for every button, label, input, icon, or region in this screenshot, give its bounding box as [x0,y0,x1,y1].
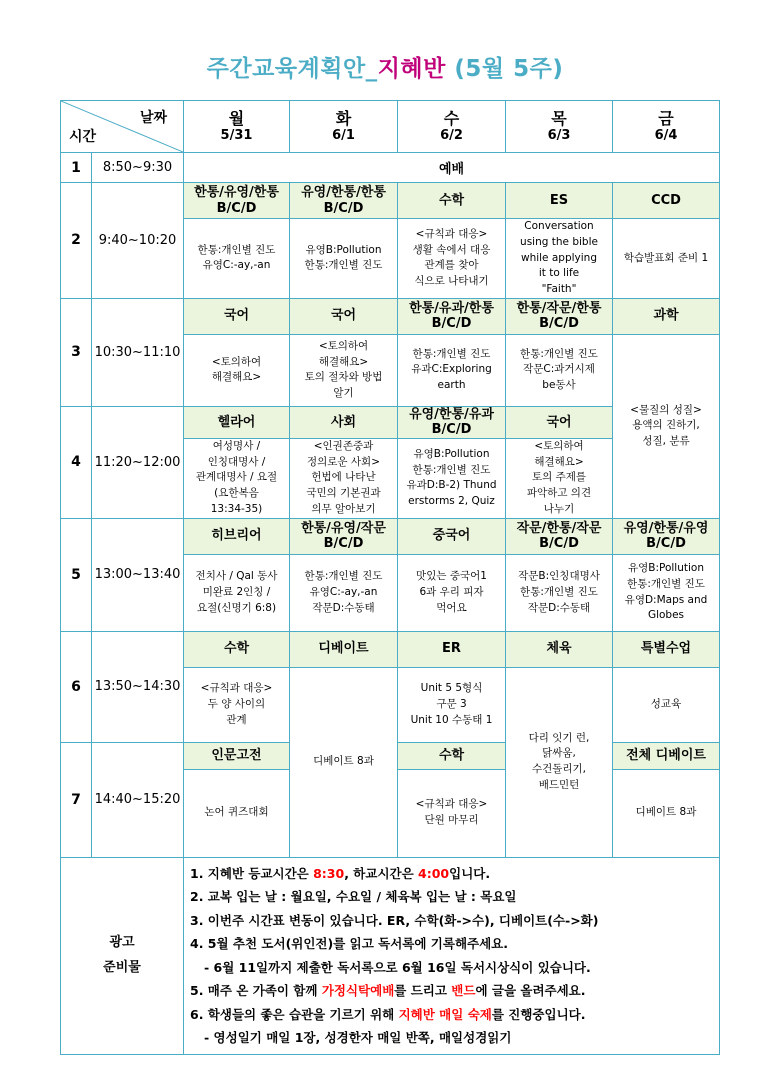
text-line: 작문D:수동태 [527,601,591,614]
text-line: ES [549,192,569,208]
subject-cell [398,742,506,769]
period-time: 10:30~11:10 [92,298,184,406]
text-line: 디베이트 8과 [635,806,697,819]
subject-cell [613,518,720,554]
text-line: 과학 [653,308,679,324]
content-cell [613,769,720,857]
notice-item: 4. 5월 추천 도서(위인전)를 읽고 독서록에 기록해주세요. [190,936,509,952]
text-line: 작문/한통/작문 [516,520,602,536]
text-line: 한통:개인별 진도 [412,463,491,476]
text-line: B/C/D [539,316,579,332]
schedule-table [60,100,720,1055]
subject-cell [506,298,613,334]
subject-cell [184,631,290,667]
text-line: earth [437,379,466,392]
text-line: 수학 [438,747,465,763]
text-line: 유영C:-ay,-an [309,585,378,598]
text-line: 한통:개인별 진도 [627,577,705,590]
text-line: 여성명사 / [212,439,261,452]
text-line: Conversation [524,220,594,232]
text-line: 성질, 분류 [642,435,690,448]
content-cell [398,438,506,518]
header-row [61,101,720,153]
content-cell [184,219,290,299]
period-number: 2 [61,183,92,299]
content-cell [506,667,613,857]
text-line: <규칙과 대응> [200,682,273,695]
text-line: 토의 절차와 방법 [304,371,383,384]
text-line: 토의 주제를 [531,471,587,484]
content-cell [398,334,506,406]
subject-cell [290,631,398,667]
content-cell [184,769,290,857]
text-line: 의무 알아보기 [311,502,376,515]
notice-item: 3. 이번주 시간표 변동이 있습니다. ER, 수학(화->수), 디베이트(수->화) [190,912,599,928]
text-line: 체육 [546,641,572,657]
text-line: 성교육 [650,697,682,710]
text-line: 국어 [330,308,357,324]
content-cell [506,554,613,631]
text-line: 정의로운 사회> [307,455,380,468]
text-line: 작문B:인칭대명사 [518,570,600,583]
text-line: 먹어요 [436,601,467,614]
text-line: 유영/한통/유영 [623,520,709,536]
text-line: 국어 [223,308,250,324]
text-line: 한통/작문/한통 [516,300,602,316]
subject-cell [184,298,290,334]
text-line: <인권존중과 [313,439,374,452]
period-time: 9:40~10:20 [92,183,184,299]
text-line: 준비물 [103,959,141,975]
text-line: 유영B:Pollution [305,243,382,256]
text-line: 유영C:-ay,-an [202,259,271,272]
content-cell [506,219,613,299]
content-cell [398,554,506,631]
text-line: CCD [651,192,681,208]
content-cell [290,334,398,406]
text-line: 6과 우리 피자 [419,585,484,598]
text-line: 다리 잇기 런, [528,731,590,744]
text-line: 작문C:과거시제 [523,363,595,376]
notice-item: 5. 매주 온 가족이 함께 가정식탁예배를 드리고 밴드에 글을 올려주세요. [190,983,586,999]
period-time: 13:50~14:30 [92,631,184,742]
text-line: (요한복음 [214,487,259,500]
text-line: 히브리어 [211,528,262,544]
text-line: 해결해요> [318,355,369,368]
text-line: 해결해요> [211,371,262,384]
text-line: 전치사 / Qal 동사 [195,570,278,583]
text-line: B/C/D [539,536,579,552]
text-line: <토의하여 [318,339,369,352]
content-cell [290,667,398,857]
content-cell [613,554,720,631]
period-time: 14:40~15:20 [92,742,184,857]
day-header-fri: 금 6/4 [613,101,720,153]
content-cell [506,438,613,518]
text-line: 두 양 사이의 [207,697,266,710]
text-line: 용액의 진하기, [632,419,700,432]
date-label: 날짜 [139,110,167,126]
subject-cell [184,518,290,554]
text-line: 헌법에 나타난 [311,471,376,484]
notice-item: 6. 학생들의 좋은 습관을 기르기 위해 지혜반 매일 숙제를 진행중입니다. [190,1006,586,1022]
text-line: 헬라어 [217,414,256,430]
subject-cell [184,183,290,219]
notice-label [61,857,184,1054]
subject-cell [398,518,506,554]
page-title: 주간교육계획안_지혜반 (5월 5주) [206,56,564,82]
subject-cell [398,406,506,438]
period-number: 1 [61,153,92,183]
text-line: "Faith" [541,283,577,295]
subject-cell [290,298,398,334]
text-line: 사회 [330,414,357,430]
content-cell [290,554,398,631]
subject-cell [506,406,613,438]
text-line: 논어 퀴즈대회 [204,806,269,819]
text-line: 한통:개인별 진도 [304,570,383,583]
text-line: 광고 [109,935,135,950]
subject-cell [613,742,720,769]
subject-cell [184,742,290,769]
notice-row [61,857,720,1054]
subject-cell [506,518,613,554]
period-number: 5 [61,518,92,631]
text-line: 미완료 2인칭 / [202,585,271,598]
time-label: 시간 [69,129,97,145]
notice-list [184,857,720,1054]
content-cell [184,554,290,631]
text-line: 관계 [226,713,247,726]
text-line: <물질의 성질> [630,403,702,416]
content-cell [290,438,398,518]
period-time: 13:00~13:40 [92,518,184,631]
subject-cell [506,183,613,219]
text-line: 한통:개인별 진도 [197,243,276,256]
content-cell [398,667,506,742]
period-time: 11:20~12:00 [92,406,184,518]
text-line: 관계대명사 / 요절 [195,471,278,484]
text-line: 한통:개인별 진도 [520,347,598,360]
header-corner [61,101,184,153]
text-line: Globes [647,609,685,622]
content-cell [290,219,398,299]
text-line: 인문고전 [211,747,262,763]
content-cell [613,667,720,742]
text-line: 단원 마무리 [424,814,479,827]
text-line: 국어 [546,414,572,430]
text-line: 유과D:B-2) Thund [406,479,497,492]
subject-cell [290,518,398,554]
text-line: 한통/유영/작문 [301,520,386,536]
notice-subitem: - 6월 11일까지 제출한 독서록으로 6월 16일 독서시상식이 있습니다. [204,959,591,975]
text-line: 수학 [223,641,250,657]
text-line: 알기 [333,387,354,399]
subject-cell [184,406,290,438]
worship-cell: 예배 [184,153,720,183]
period-6-subject-row [61,631,720,667]
content-cell [184,334,290,406]
period-number: 3 [61,298,92,406]
text-line: 배드민턴 [538,778,580,791]
subject-cell [398,183,506,219]
subject-cell [398,298,506,334]
text-line: Unit 10 수동태 1 [410,713,493,726]
text-line: 국민의 기본권과 [306,487,381,500]
text-line: 유영B:Pollution [627,562,704,575]
content-cell [398,769,506,857]
text-line: 생활 속에서 대응 [412,243,491,256]
text-line: 13:34-35) [210,502,263,515]
text-line: 디베이트 [318,641,369,657]
text-line: <토의하여 [211,355,262,368]
text-line: B/C/D [646,536,686,552]
period-time: 8:50~9:30 [92,153,184,183]
text-line: ER [442,641,461,657]
text-line: 디베이트 8과 [313,755,374,768]
text-line: 식으로 나타내기 [414,275,489,288]
subject-cell [290,406,398,438]
text-line: 구문 3 [436,697,467,710]
text-line: B/C/D [431,316,472,332]
notice-subitem: - 영성일기 매일 1장, 성경한자 매일 반쪽, 매일성경읽기 [204,1030,512,1046]
text-line: B/C/D [216,200,257,216]
period-3-subject-row [61,298,720,334]
text-line: erstorms 2, Quiz [408,495,495,508]
text-line: 학습발표회 준비 1 [623,251,709,264]
text-line: <규칙과 대응> [415,227,488,240]
text-line: 특별수업 [640,641,692,657]
content-cell [184,438,290,518]
text-line: <규칙과 대응> [415,798,488,811]
subject-cell [290,183,398,219]
subject-cell [506,631,613,667]
text-line: 중국어 [432,528,471,544]
text-line: 유과C:Exploring [411,363,492,376]
text-line: 전체 디베이트 [626,747,706,763]
text-line: 유영/한통/한통 [301,184,386,200]
text-line: using the bible [520,235,598,248]
day-header-wed: 수 6/2 [398,101,506,153]
period-number: 7 [61,742,92,857]
text-line: be동사 [542,379,576,392]
text-line: 한통/유영/한통 [194,184,279,200]
notice-item: 1. 지혜반 등교시간은 8:30, 하교시간은 4:00입니다. [190,865,491,881]
text-line: 수학 [438,192,465,208]
subject-cell [613,631,720,667]
text-line: 유영B:Pollution [413,447,490,460]
text-line: 작문D:수동태 [312,601,375,614]
text-line: <토의하여 [534,439,584,452]
day-header-thu: 목 6/3 [506,101,613,153]
text-line: 나누기 [543,502,575,515]
text-line: 인칭대명사 / [207,455,266,468]
content-cell [184,667,290,742]
period-number: 6 [61,631,92,742]
text-line: 닭싸움, [542,747,576,760]
period-1-row [61,153,720,183]
period-2-subject-row [61,183,720,219]
period-5-subject-row [61,518,720,554]
text-line: B/C/D [431,422,472,438]
text-line: 한통:개인별 진도 [412,347,491,360]
text-line: 한통:개인별 진도 [304,259,383,272]
notice-item: 2. 교복 입는 날 : 월요일, 수요일 / 체육복 입는 날 : 목요일 [190,889,517,905]
content-cell [398,219,506,299]
text-line: 한통:개인별 진도 [520,585,598,598]
text-line: 유영/한통/유과 [409,406,494,422]
text-line: 수건돌리기, [531,763,587,776]
content-cell [613,219,720,299]
content-cell [613,334,720,518]
day-header-mon: 월 5/31 [184,101,290,153]
subject-cell [398,631,506,667]
text-line: 한통/유과/한통 [409,300,494,316]
text-line: B/C/D [323,200,364,216]
subject-cell [613,183,720,219]
text-line: 유영D:Maps and [624,593,708,606]
period-number: 4 [61,406,92,518]
text-line: it to life [538,267,580,280]
text-line: while applying [520,251,597,264]
text-line: 해결해요> [534,455,584,468]
text-line: B/C/D [323,536,364,552]
text-line: Unit 5 5형식 [420,682,483,695]
text-line: 맛있는 중국어1 [416,570,487,583]
subject-cell [613,298,720,334]
day-header-tue: 화 6/1 [290,101,398,153]
text-line: 파악하고 의견 [526,487,592,500]
text-line: 요절(신명기 6:8) [196,601,277,614]
text-line: 관계를 찾아 [424,259,479,272]
content-cell [506,334,613,406]
